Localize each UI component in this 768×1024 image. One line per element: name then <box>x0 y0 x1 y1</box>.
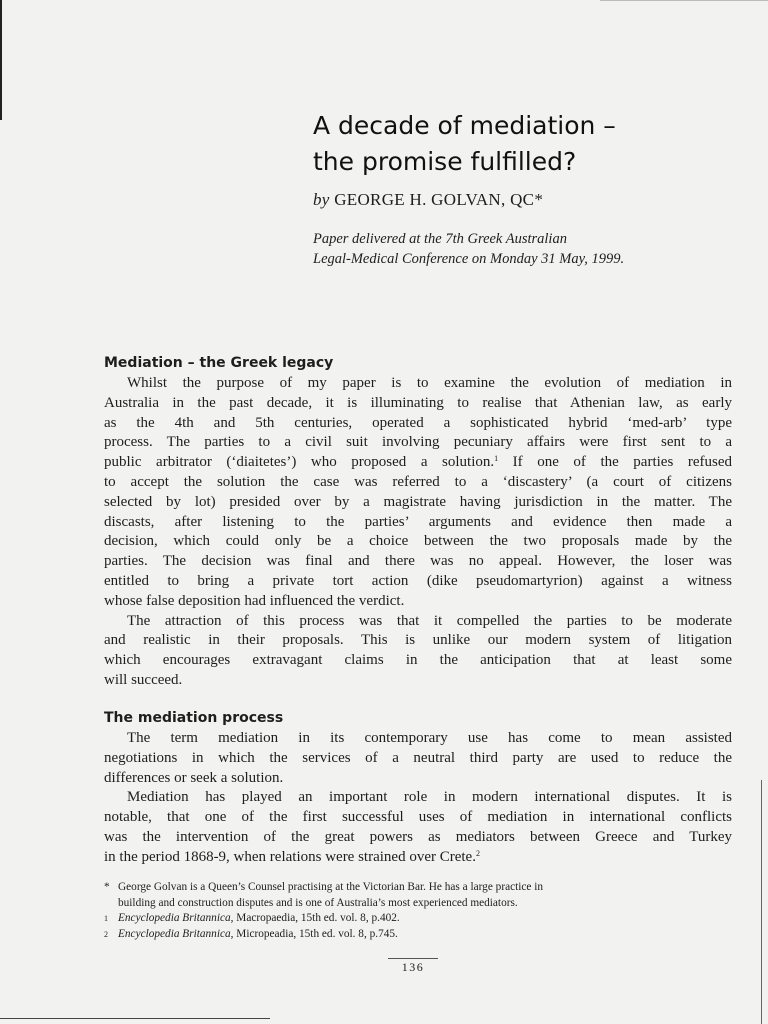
footnote-mark: 2 <box>104 929 108 939</box>
text-run: If one of the parties refused <box>498 454 732 471</box>
paragraph <box>104 374 732 612</box>
text-line: selected by lot) presided over by a magistrate having jurisdiction in the matter. The <box>104 493 732 510</box>
footnote-text: , Micropeadia, 15th ed. vol. 8, p.745. <box>230 927 398 940</box>
text-line: notable, that one of the first successful uses of mediation in international conflicts <box>104 809 732 826</box>
text-line: Australia in the past decade, it is illuminating to realise that Athenian law, as early <box>104 394 732 411</box>
section-mediation-process <box>104 708 732 868</box>
footnote-text: building and construction disputes and is one of Australia’s most experienced mediators. <box>118 896 518 909</box>
footnote-source: Encyclopedia Britannica <box>118 927 231 940</box>
text-line <box>104 453 732 473</box>
text-line: as the 4th and 5th centuries, operated a sophisticated hybrid ‘med-arb’ type <box>104 414 732 431</box>
paragraph <box>104 788 732 867</box>
footnote-ref: 1 <box>494 454 499 464</box>
footnote-text: , Macropaedia, 15th ed. vol. 8, p.402. <box>230 912 400 924</box>
page-top-rule <box>600 0 768 1</box>
byline <box>313 190 543 210</box>
footnotes <box>104 880 734 942</box>
text-line: will succeed. <box>104 671 183 688</box>
page-edge-rule <box>0 0 2 120</box>
text-line: was the intervention of the great powers as mediators between Greece and Turkey <box>104 828 732 845</box>
footnote-source: Encyclopedia Britannica <box>118 912 231 924</box>
text-line: The term mediation in its contemporary use has come to mean assisted <box>127 730 732 746</box>
footnote-author <box>104 880 734 911</box>
text-line: decision, which could only be a choice between the two proposals made by the <box>104 533 732 550</box>
conference-line-2: Legal-Medical Conference on Monday 31 May, 1999. <box>313 251 625 267</box>
page-bottom-rule <box>0 1018 270 1019</box>
text-line: parties. The decision was final and there was no appeal. However, the loser was <box>104 553 732 570</box>
section-heading: Mediation – the Greek legacy <box>104 355 334 371</box>
title-line-1: A decade of mediation – <box>313 111 616 140</box>
text-line: negotiations in which the services of a neutral third party are used to reduce the <box>104 749 732 766</box>
text-line: to accept the solution the case was referred to a ‘discastery’ (a court of citizens <box>104 473 732 490</box>
footnote-text: George Golvan is a Queen’s Counsel practising at the Victorian Bar. He has a large practice in <box>118 881 544 893</box>
text-run: public arbitrator (‘diaitetes’) who proposed a solution. <box>104 454 495 471</box>
page-number: 136 <box>388 958 438 975</box>
footnote-1 <box>104 911 734 927</box>
conference-note <box>313 229 624 269</box>
paragraph <box>104 729 732 788</box>
text-line: which encourages extravagant claims in the anticipation that at least some <box>104 652 732 669</box>
article-title <box>313 108 733 180</box>
footnote-ref: 2 <box>475 848 480 858</box>
footnote-mark: * <box>104 881 110 893</box>
text-line: and realistic in their proposals. This is unlike our modern system of litigation <box>104 632 732 649</box>
paragraph <box>104 612 732 691</box>
footnote-2 <box>104 927 734 943</box>
text-line: process. The parties to a civil suit involving pecuniary affairs were first sent to a <box>104 434 732 451</box>
byline-prefix: by <box>313 190 330 209</box>
text-line: Mediation has played an important role in modern international disputes. It is <box>127 789 732 806</box>
text-line: discasts, after listening to the parties’ arguments and evidence then made a <box>104 513 732 530</box>
page-edge-rule-right <box>761 780 762 1024</box>
text-line: whose false deposition had influenced the verdict. <box>104 592 405 609</box>
text-run: in the period 1868-9, when relations were strained over Crete. <box>104 848 476 865</box>
title-line-2: the promise fulfilled? <box>313 147 577 176</box>
text-line: The attraction of this process was that it compelled the parties to be moderate <box>127 612 732 629</box>
section-heading: The mediation process <box>104 710 284 726</box>
text-line: Whilst the purpose of my paper is to examine the evolution of mediation in <box>127 375 732 391</box>
text-line: entitled to bring a private tort action (dike pseudomartyrion) against a witness <box>104 572 732 589</box>
section-greek-legacy <box>104 353 732 691</box>
text-line: differences or seek a solution. <box>104 769 284 786</box>
author-name: GEORGE H. GOLVAN, QC* <box>334 190 544 209</box>
conference-line-1: Paper delivered at the 7th Greek Australian <box>313 231 567 247</box>
text-line <box>104 848 732 868</box>
footnote-mark: 1 <box>104 914 108 923</box>
